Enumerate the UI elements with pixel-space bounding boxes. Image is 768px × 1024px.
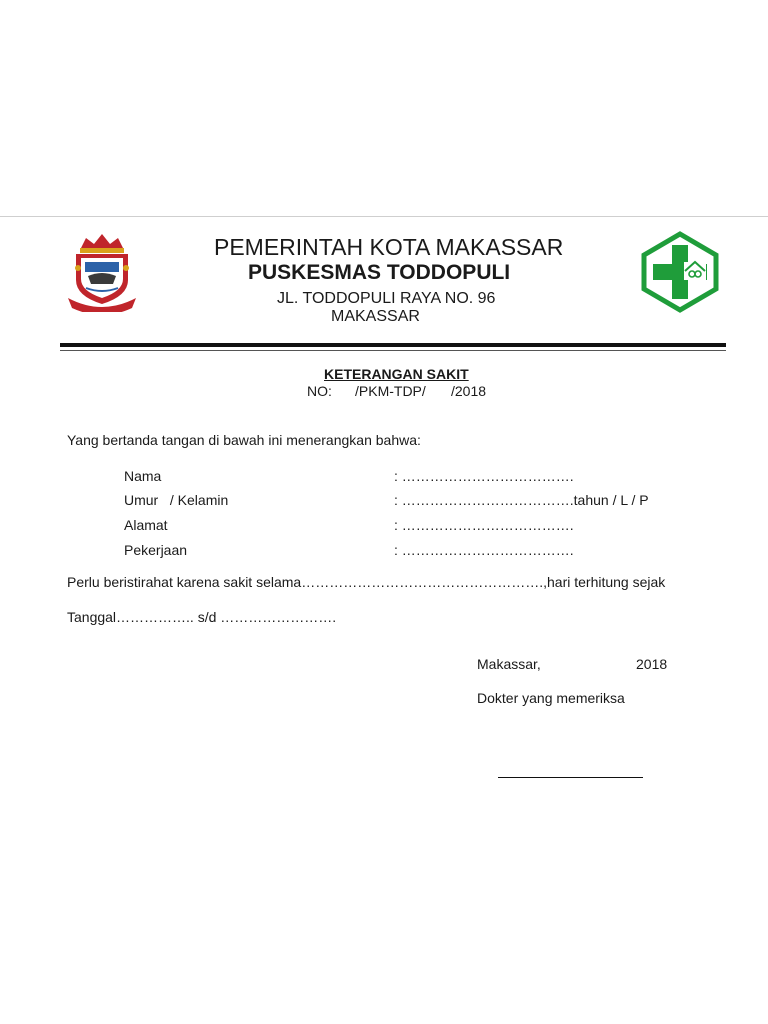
field-value-umur-kelamin: : ……………………………….tahun / L / P (394, 492, 649, 508)
institution-address: JL. TODDOPULI RAYA NO. 96 (277, 290, 496, 307)
government-heading: PEMERINTAH KOTA MAKASSAR (214, 234, 564, 260)
field-label-nama: Nama (124, 468, 162, 484)
makassar-city-emblem-icon (66, 232, 138, 312)
puskesmas-green-cross-logo-icon (639, 231, 721, 313)
institution-city: MAKASSAR (331, 308, 420, 325)
field-label-umur-kelamin: Umur / Kelamin (124, 492, 229, 508)
institution-name: PUSKESMAS TODDOPULI (248, 261, 511, 284)
field-value-alamat: : ………………………………. (394, 517, 574, 533)
field-value-pekerjaan: : ………………………………. (394, 542, 574, 558)
number-year: /2018 (451, 383, 487, 399)
intro-text: Yang bertanda tangan di bawah ini menerangkan bahwa: (67, 432, 421, 448)
rest-period-line: Perlu beristirahat karena sakit selama…………………………………………….,hari terhitung sejak (67, 574, 666, 590)
letterhead-divider-thin (60, 350, 726, 351)
signature-line (498, 777, 643, 778)
signature-role: Dokter yang memeriksa (477, 690, 625, 706)
field-label-pekerjaan: Pekerjaan (124, 542, 188, 558)
signature-year: 2018 (636, 656, 668, 672)
number-code: /PKM-TDP/ (355, 383, 426, 399)
document-title: KETERANGAN SAKIT (324, 366, 469, 382)
number-label: NO: (307, 383, 332, 399)
signature-place: Makassar, (477, 656, 541, 672)
field-value-nama: : ………………………………. (394, 468, 574, 484)
page-top-divider (0, 216, 768, 217)
date-range-line: Tanggal…………….. s/d ……………………. (67, 609, 337, 625)
letterhead-divider-thick (60, 343, 726, 347)
field-label-alamat: Alamat (124, 517, 168, 533)
